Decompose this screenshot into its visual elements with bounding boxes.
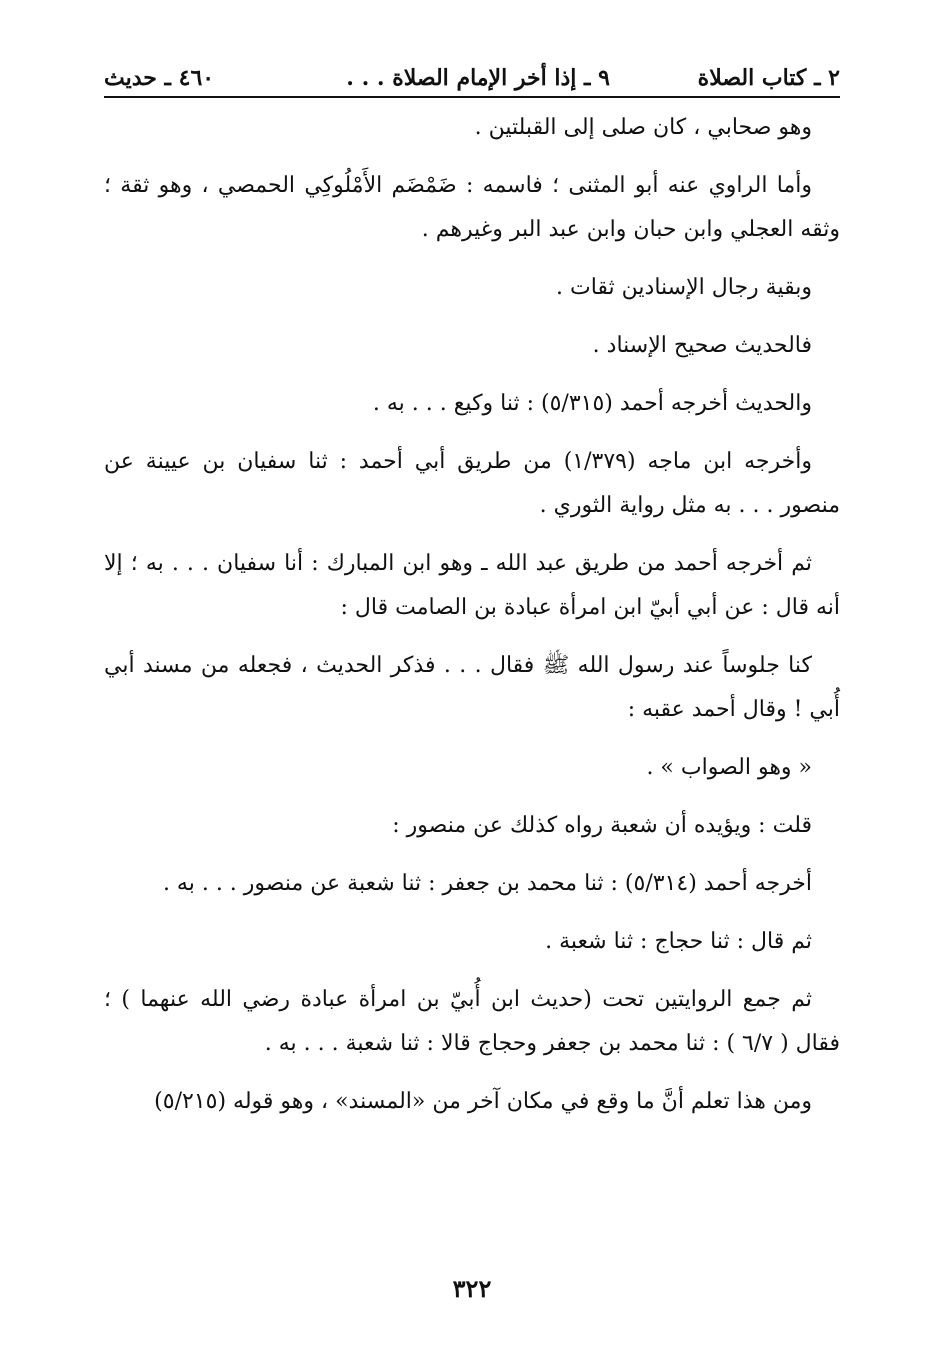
- paragraph: ثم قال : ثنا حجاج : ثنا شعبة .: [545, 929, 812, 954]
- paragraph: ثم جمع الروايتين تحت (حديث ابن أُبيّ بن امرأة عبادة رضي الله عنهما ) ؛ فقال ( ٦/٧ ) : ثنا محمد بن جعفر وحجاج قالا : ثنا شعبة . . . به .: [104, 987, 840, 1056]
- header-chapter-title: ٩ ـ إذا أخر الإمام الصلاة . . .: [346, 65, 610, 91]
- paragraph: أخرجه أحمد (٥/٣١٤) : ثنا محمد بن جعفر : ثنا شعبة عن منصور . . . به .: [162, 871, 812, 896]
- paragraph: وأما الراوي عنه أبو المثنى ؛ فاسمه : ضَمْضَم الأَمْلُوكِي الحمصي ، وهو ثقة ؛ وثقه العجلي وابن حبان وابن عبد البر وغيرهم .: [104, 173, 840, 242]
- page-number: ٣٢٢: [452, 1274, 492, 1303]
- page-body: [104, 106, 840, 1124]
- paragraph: كنا جلوساً عند رسول الله ﷺ فقال . . . فذكر الحديث ، فجعله من مسند أبي أُبي ! وقال أحمد عقبه :: [104, 653, 840, 722]
- paragraph: قلت : ويؤيده أن شعبة رواه كذلك عن منصور :: [392, 813, 812, 838]
- header-hadith-number: ٤٦٠ ـ حديث: [104, 65, 215, 91]
- paragraph: وبقية رجال الإسنادين ثقات .: [556, 275, 812, 300]
- paragraph: فالحديث صحيح الإسناد .: [592, 333, 812, 358]
- book-page: [104, 60, 840, 1320]
- header-book-title: ٢ ـ كتاب الصلاة: [697, 65, 840, 91]
- paragraph: وأخرجه ابن ماجه (١/٣٧٩) من طريق أبي أحمد : ثنا سفيان بن عيينة عن منصور . . . به مثل رواية الثوري .: [104, 449, 840, 518]
- paragraph: وهو صحابي ، كان صلى إلى القبلتين .: [474, 115, 812, 140]
- paragraph: « وهو الصواب » .: [646, 755, 812, 780]
- paragraph: ومن هذا تعلم أنَّ ما وقع في مكان آخر من «المسند» ، وهو قوله (٥/٢١٥): [154, 1089, 812, 1114]
- paragraph: ثم أخرجه أحمد من طريق عبد الله ـ وهو ابن المبارك : أنا سفيان . . . به ؛ إلا أنه قال : عن أبي أبيّ ابن امرأة عبادة بن الصامت قال :: [104, 551, 840, 620]
- paragraph: والحديث أخرجه أحمد (٥/٣١٥) : ثنا وكيع . . . به .: [372, 391, 812, 416]
- running-header: [104, 60, 840, 98]
